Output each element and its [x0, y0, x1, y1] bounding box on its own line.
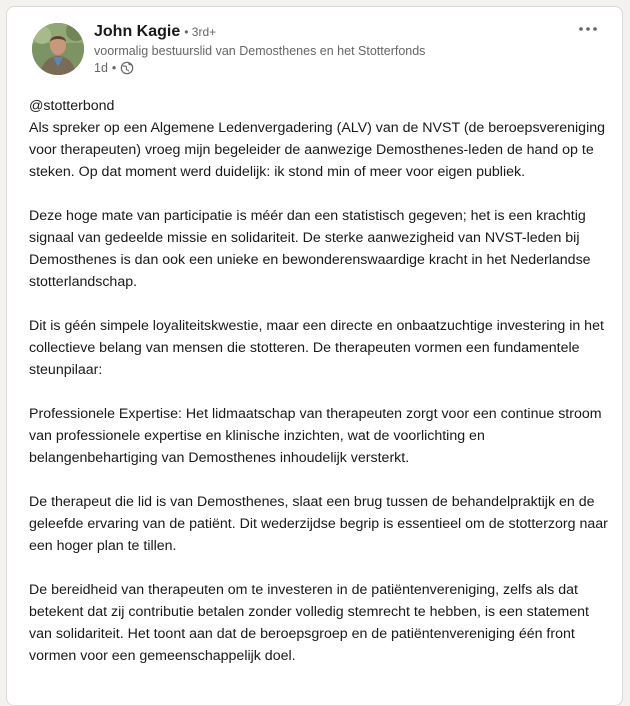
- post-paragraph-text: Als spreker op een Algemene Ledenvergadering (ALV) van de NVST (de beroepsvereniging voor therapeuten) vroeg mijn begeleider de aanwezige Demosthenes-leden de hand op te steken. Op dat moment werd duidelijk: ik stond min of meer voor eigen publiek.: [29, 120, 605, 180]
- author-headline: voormalig bestuurslid van Demosthenes en het Stotterfonds: [94, 44, 426, 58]
- post-paragraph: Professionele Expertise: Het lidmaatschap van therapeuten zorgt voor een continue stroom van professionele expertise en klinische inzichten, wat de voorlichting en belangenbehartiging van Demosthenes inhoudelijk versterkt.: [29, 406, 602, 466]
- author-avatar[interactable]: [32, 23, 84, 75]
- meta-separator: •: [111, 61, 117, 75]
- post-paragraph: De therapeut die lid is van Demosthenes, slaat een brug tussen de behandelpraktijk en de geleefde ervaring van de patiënt. Dit wederzijdse begrip is essentieel om de stotterzorg naar een hoger plan te tillen.: [29, 494, 608, 554]
- post-time: 1d: [94, 61, 108, 75]
- post-body: [29, 95, 609, 667]
- mention-link[interactable]: @stotterbond: [29, 98, 115, 114]
- globe-icon: [120, 61, 134, 75]
- post-card: [6, 6, 623, 706]
- author-name[interactable]: John Kagie: [94, 23, 181, 40]
- post-paragraph: Deze hoge mate van participatie is méér dan een statistisch gegeven; het is een krachtig signaal van gedeelde missie en solidariteit. De sterke aanwezigheid van NVST-leden bij Demosthenes is dan ook een unieke en bewonderenswaardige kracht in het Nederlandse stotterlandschap.: [29, 208, 591, 290]
- author-name-row: [94, 23, 216, 41]
- post-paragraph: Dit is géén simpele loyaliteitskwestie, maar een directe en onbaatzuchtige investering in het collectieve belang van mensen die stotteren. De therapeuten vormen een fundamentele steunpilaar:: [29, 318, 604, 378]
- post-meta: [94, 61, 134, 75]
- more-options-icon[interactable]: [576, 19, 600, 39]
- post-paragraph: De bereidheid van therapeuten om te investeren in de patiëntenvereniging, zelfs als dat betekent dat zij contributie betalen zonder volledig stemrecht te hebben, is een statement van solidariteit. Het toont aan dat de beroepsgroep en de patiëntenvereniging één front vormen voor een gemeenschappelijk doel.: [29, 582, 589, 664]
- connection-degree: • 3rd+: [184, 25, 217, 39]
- post-paragraph-intro: [29, 95, 609, 183]
- avatar-photo: [32, 23, 84, 75]
